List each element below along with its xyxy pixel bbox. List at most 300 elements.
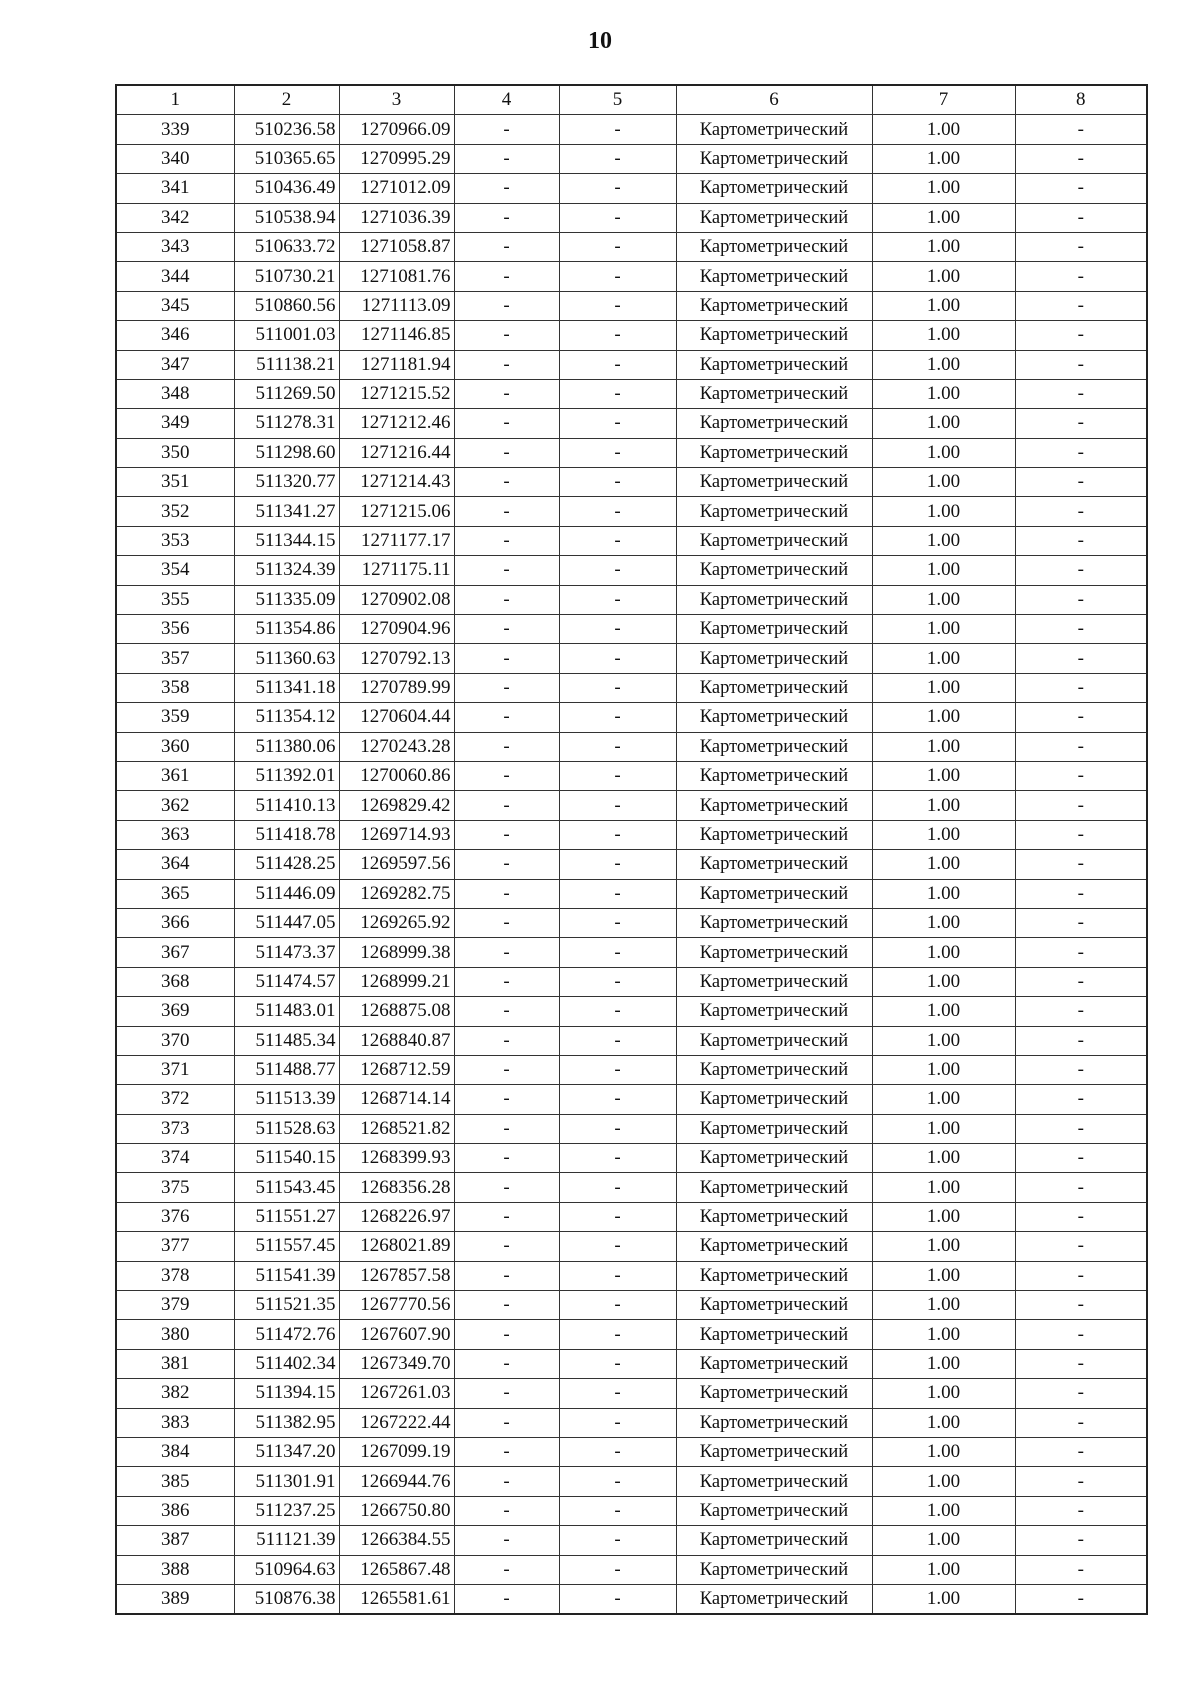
point-number-cell: 340 [116,144,234,173]
accuracy-cell: 1.00 [872,1173,1015,1202]
x-coordinate-cell: 511360.63 [234,644,339,673]
point-number-cell: 358 [116,673,234,702]
y-coordinate-cell: 1269282.75 [339,879,454,908]
table-row [116,1408,1147,1437]
point-number-cell: 364 [116,850,234,879]
column-8-cell: - [1015,1437,1147,1466]
x-coordinate-cell: 510860.56 [234,291,339,320]
table-row [116,262,1147,291]
point-number-cell: 356 [116,615,234,644]
accuracy-cell: 1.00 [872,468,1015,497]
accuracy-cell: 1.00 [872,556,1015,585]
column-4-cell: - [454,232,559,261]
table-row [116,1173,1147,1202]
x-coordinate-cell: 511472.76 [234,1320,339,1349]
column-5-cell: - [559,497,676,526]
table-row [116,291,1147,320]
table-row [116,1232,1147,1261]
method-cell: Картометрический [676,615,872,644]
column-4-cell: - [454,732,559,761]
y-coordinate-cell: 1270902.08 [339,585,454,614]
y-coordinate-cell: 1271113.09 [339,291,454,320]
accuracy-cell: 1.00 [872,350,1015,379]
y-coordinate-cell: 1271177.17 [339,526,454,555]
column-8-cell: - [1015,1144,1147,1173]
point-number-cell: 382 [116,1379,234,1408]
column-4-cell: - [454,1144,559,1173]
column-8-cell: - [1015,497,1147,526]
accuracy-cell: 1.00 [872,1408,1015,1437]
point-number-cell: 375 [116,1173,234,1202]
table-row [116,1437,1147,1466]
x-coordinate-cell: 511402.34 [234,1349,339,1378]
point-number-cell: 373 [116,1114,234,1143]
accuracy-cell: 1.00 [872,1496,1015,1525]
column-8-cell: - [1015,1555,1147,1584]
point-number-cell: 352 [116,497,234,526]
x-coordinate-cell: 511551.27 [234,1202,339,1231]
column-5-cell: - [559,1202,676,1231]
column-5-cell: - [559,1320,676,1349]
x-coordinate-cell: 510236.58 [234,115,339,144]
accuracy-cell: 1.00 [872,1584,1015,1614]
point-number-cell: 363 [116,820,234,849]
method-cell: Картометрический [676,115,872,144]
accuracy-cell: 1.00 [872,1379,1015,1408]
x-coordinate-cell: 511521.35 [234,1291,339,1320]
column-4-cell: - [454,1437,559,1466]
y-coordinate-cell: 1268714.14 [339,1085,454,1114]
column-header: 7 [872,85,1015,115]
accuracy-cell: 1.00 [872,1555,1015,1584]
column-5-cell: - [559,526,676,555]
table-row [116,1320,1147,1349]
column-5-cell: - [559,115,676,144]
method-cell: Картометрический [676,350,872,379]
point-number-cell: 372 [116,1085,234,1114]
accuracy-cell: 1.00 [872,615,1015,644]
x-coordinate-cell: 510730.21 [234,262,339,291]
point-number-cell: 387 [116,1526,234,1555]
method-cell: Картометрический [676,262,872,291]
method-cell: Картометрический [676,1114,872,1143]
x-coordinate-cell: 511428.25 [234,850,339,879]
column-8-cell: - [1015,938,1147,967]
method-cell: Картометрический [676,468,872,497]
y-coordinate-cell: 1271175.11 [339,556,454,585]
column-5-cell: - [559,673,676,702]
y-coordinate-cell: 1269265.92 [339,908,454,937]
column-4-cell: - [454,1379,559,1408]
table-row [116,1291,1147,1320]
coordinates-table [115,84,1148,1615]
table-row [116,115,1147,144]
column-5-cell: - [559,1526,676,1555]
column-8-cell: - [1015,732,1147,761]
column-5-cell: - [559,438,676,467]
table-row [116,732,1147,761]
point-number-cell: 342 [116,203,234,232]
table-row [116,938,1147,967]
x-coordinate-cell: 511485.34 [234,1026,339,1055]
accuracy-cell: 1.00 [872,732,1015,761]
x-coordinate-cell: 511513.39 [234,1085,339,1114]
column-5-cell: - [559,1408,676,1437]
x-coordinate-cell: 511001.03 [234,321,339,350]
column-8-cell: - [1015,967,1147,996]
x-coordinate-cell: 511121.39 [234,1526,339,1555]
method-cell: Картометрический [676,585,872,614]
x-coordinate-cell: 511341.18 [234,673,339,702]
column-8-cell: - [1015,1202,1147,1231]
column-4-cell: - [454,438,559,467]
method-cell: Картометрический [676,1291,872,1320]
column-5-cell: - [559,644,676,673]
method-cell: Картометрический [676,1320,872,1349]
accuracy-cell: 1.00 [872,409,1015,438]
column-4-cell: - [454,703,559,732]
method-cell: Картометрический [676,1085,872,1114]
column-4-cell: - [454,1085,559,1114]
accuracy-cell: 1.00 [872,1202,1015,1231]
method-cell: Картометрический [676,1055,872,1084]
accuracy-cell: 1.00 [872,997,1015,1026]
accuracy-cell: 1.00 [872,673,1015,702]
x-coordinate-cell: 510365.65 [234,144,339,173]
x-coordinate-cell: 511473.37 [234,938,339,967]
column-8-cell: - [1015,1114,1147,1143]
table-row [116,673,1147,702]
x-coordinate-cell: 511278.31 [234,409,339,438]
y-coordinate-cell: 1267099.19 [339,1437,454,1466]
method-cell: Картометрический [676,321,872,350]
point-number-cell: 366 [116,908,234,937]
method-cell: Картометрический [676,1026,872,1055]
y-coordinate-cell: 1270604.44 [339,703,454,732]
column-4-cell: - [454,409,559,438]
column-5-cell: - [559,615,676,644]
x-coordinate-cell: 511298.60 [234,438,339,467]
accuracy-cell: 1.00 [872,321,1015,350]
table-row [116,1496,1147,1525]
point-number-cell: 376 [116,1202,234,1231]
column-8-cell: - [1015,262,1147,291]
point-number-cell: 351 [116,468,234,497]
column-5-cell: - [559,820,676,849]
accuracy-cell: 1.00 [872,1232,1015,1261]
point-number-cell: 374 [116,1144,234,1173]
x-coordinate-cell: 511344.15 [234,526,339,555]
column-5-cell: - [559,1467,676,1496]
y-coordinate-cell: 1270789.99 [339,673,454,702]
table-row [116,644,1147,673]
y-coordinate-cell: 1265867.48 [339,1555,454,1584]
method-cell: Картометрический [676,144,872,173]
column-5-cell: - [559,1555,676,1584]
y-coordinate-cell: 1271181.94 [339,350,454,379]
column-5-cell: - [559,1261,676,1290]
accuracy-cell: 1.00 [872,908,1015,937]
table-row [116,1526,1147,1555]
point-number-cell: 362 [116,791,234,820]
x-coordinate-cell: 511341.27 [234,497,339,526]
x-coordinate-cell: 511269.50 [234,379,339,408]
accuracy-cell: 1.00 [872,1526,1015,1555]
table-row [116,1261,1147,1290]
method-cell: Картометрический [676,673,872,702]
accuracy-cell: 1.00 [872,115,1015,144]
accuracy-cell: 1.00 [872,438,1015,467]
column-header: 1 [116,85,234,115]
column-4-cell: - [454,556,559,585]
method-cell: Картометрический [676,908,872,937]
y-coordinate-cell: 1269714.93 [339,820,454,849]
accuracy-cell: 1.00 [872,820,1015,849]
column-4-cell: - [454,644,559,673]
column-8-cell: - [1015,615,1147,644]
point-number-cell: 341 [116,174,234,203]
table-body [116,115,1147,1614]
column-8-cell: - [1015,321,1147,350]
column-5-cell: - [559,732,676,761]
x-coordinate-cell: 511320.77 [234,468,339,497]
column-4-cell: - [454,1026,559,1055]
column-4-cell: - [454,1555,559,1584]
accuracy-cell: 1.00 [872,1320,1015,1349]
column-4-cell: - [454,1467,559,1496]
y-coordinate-cell: 1267607.90 [339,1320,454,1349]
table-row [116,497,1147,526]
table-row [116,438,1147,467]
accuracy-cell: 1.00 [872,1467,1015,1496]
method-cell: Картометрический [676,1408,872,1437]
column-5-cell: - [559,1496,676,1525]
column-5-cell: - [559,1232,676,1261]
column-header: 6 [676,85,872,115]
method-cell: Картометрический [676,526,872,555]
column-4-cell: - [454,615,559,644]
column-4-cell: - [454,203,559,232]
method-cell: Картометрический [676,1467,872,1496]
y-coordinate-cell: 1267222.44 [339,1408,454,1437]
table-row [116,791,1147,820]
column-8-cell: - [1015,350,1147,379]
method-cell: Картометрический [676,967,872,996]
column-4-cell: - [454,1291,559,1320]
accuracy-cell: 1.00 [872,644,1015,673]
table-row [116,556,1147,585]
y-coordinate-cell: 1268521.82 [339,1114,454,1143]
y-coordinate-cell: 1270904.96 [339,615,454,644]
column-4-cell: - [454,1349,559,1378]
column-4-cell: - [454,1320,559,1349]
method-cell: Картометрический [676,1526,872,1555]
x-coordinate-cell: 511354.12 [234,703,339,732]
x-coordinate-cell: 510876.38 [234,1584,339,1614]
column-4-cell: - [454,262,559,291]
column-4-cell: - [454,1526,559,1555]
column-5-cell: - [559,791,676,820]
x-coordinate-cell: 511380.06 [234,732,339,761]
x-coordinate-cell: 511543.45 [234,1173,339,1202]
y-coordinate-cell: 1266384.55 [339,1526,454,1555]
column-8-cell: - [1015,908,1147,937]
y-coordinate-cell: 1270243.28 [339,732,454,761]
table-row [116,879,1147,908]
column-5-cell: - [559,1349,676,1378]
table-row [116,1379,1147,1408]
method-cell: Картометрический [676,1261,872,1290]
method-cell: Картометрический [676,1584,872,1614]
column-8-cell: - [1015,1026,1147,1055]
x-coordinate-cell: 511418.78 [234,820,339,849]
y-coordinate-cell: 1271216.44 [339,438,454,467]
y-coordinate-cell: 1271215.52 [339,379,454,408]
column-5-cell: - [559,144,676,173]
y-coordinate-cell: 1270995.29 [339,144,454,173]
column-4-cell: - [454,144,559,173]
column-8-cell: - [1015,820,1147,849]
column-5-cell: - [559,1173,676,1202]
table-row [116,820,1147,849]
column-4-cell: - [454,115,559,144]
method-cell: Картометрический [676,820,872,849]
accuracy-cell: 1.00 [872,1291,1015,1320]
column-8-cell: - [1015,291,1147,320]
column-8-cell: - [1015,585,1147,614]
table-row [116,1114,1147,1143]
table-row [116,615,1147,644]
table-row [116,174,1147,203]
point-number-cell: 378 [116,1261,234,1290]
y-coordinate-cell: 1266750.80 [339,1496,454,1525]
accuracy-cell: 1.00 [872,1437,1015,1466]
x-coordinate-cell: 511138.21 [234,350,339,379]
accuracy-cell: 1.00 [872,1261,1015,1290]
column-5-cell: - [559,1584,676,1614]
x-coordinate-cell: 511557.45 [234,1232,339,1261]
table-row [116,850,1147,879]
table-row [116,468,1147,497]
table-row [116,350,1147,379]
column-4-cell: - [454,291,559,320]
column-5-cell: - [559,1055,676,1084]
column-8-cell: - [1015,468,1147,497]
point-number-cell: 344 [116,262,234,291]
accuracy-cell: 1.00 [872,967,1015,996]
column-4-cell: - [454,997,559,1026]
accuracy-cell: 1.00 [872,497,1015,526]
method-cell: Картометрический [676,1555,872,1584]
point-number-cell: 369 [116,997,234,1026]
column-header: 3 [339,85,454,115]
column-4-cell: - [454,908,559,937]
column-8-cell: - [1015,1173,1147,1202]
column-8-cell: - [1015,379,1147,408]
method-cell: Картометрический [676,1437,872,1466]
point-number-cell: 371 [116,1055,234,1084]
method-cell: Картометрический [676,203,872,232]
column-4-cell: - [454,673,559,702]
table-row [116,1555,1147,1584]
x-coordinate-cell: 511301.91 [234,1467,339,1496]
x-coordinate-cell: 511237.25 [234,1496,339,1525]
column-4-cell: - [454,820,559,849]
y-coordinate-cell: 1271214.43 [339,468,454,497]
method-cell: Картометрический [676,379,872,408]
accuracy-cell: 1.00 [872,379,1015,408]
column-5-cell: - [559,174,676,203]
column-8-cell: - [1015,409,1147,438]
y-coordinate-cell: 1271058.87 [339,232,454,261]
method-cell: Картометрический [676,791,872,820]
method-cell: Картометрический [676,644,872,673]
column-4-cell: - [454,761,559,790]
y-coordinate-cell: 1268399.93 [339,1144,454,1173]
column-4-cell: - [454,1261,559,1290]
column-5-cell: - [559,938,676,967]
table-row [116,761,1147,790]
method-cell: Картометрический [676,761,872,790]
column-8-cell: - [1015,232,1147,261]
point-number-cell: 346 [116,321,234,350]
y-coordinate-cell: 1271146.85 [339,321,454,350]
accuracy-cell: 1.00 [872,938,1015,967]
method-cell: Картометрический [676,409,872,438]
x-coordinate-cell: 511394.15 [234,1379,339,1408]
x-coordinate-cell: 511324.39 [234,556,339,585]
method-cell: Картометрический [676,1144,872,1173]
y-coordinate-cell: 1268840.87 [339,1026,454,1055]
column-4-cell: - [454,174,559,203]
x-coordinate-cell: 511382.95 [234,1408,339,1437]
y-coordinate-cell: 1271012.09 [339,174,454,203]
column-5-cell: - [559,379,676,408]
table-row [116,232,1147,261]
point-number-cell: 353 [116,526,234,555]
column-8-cell: - [1015,144,1147,173]
method-cell: Картометрический [676,291,872,320]
method-cell: Картометрический [676,879,872,908]
y-coordinate-cell: 1271036.39 [339,203,454,232]
column-4-cell: - [454,850,559,879]
y-coordinate-cell: 1270792.13 [339,644,454,673]
table-row [116,1026,1147,1055]
accuracy-cell: 1.00 [872,1085,1015,1114]
column-8-cell: - [1015,1232,1147,1261]
column-8-cell: - [1015,644,1147,673]
point-number-cell: 386 [116,1496,234,1525]
accuracy-cell: 1.00 [872,1349,1015,1378]
table-row [116,526,1147,555]
table-row [116,203,1147,232]
column-4-cell: - [454,379,559,408]
point-number-cell: 359 [116,703,234,732]
table-row [116,1202,1147,1231]
column-4-cell: - [454,1496,559,1525]
column-8-cell: - [1015,1526,1147,1555]
point-number-cell: 379 [116,1291,234,1320]
x-coordinate-cell: 511410.13 [234,791,339,820]
column-5-cell: - [559,761,676,790]
point-number-cell: 349 [116,409,234,438]
method-cell: Картометрический [676,1173,872,1202]
method-cell: Картометрический [676,997,872,1026]
point-number-cell: 350 [116,438,234,467]
accuracy-cell: 1.00 [872,1114,1015,1143]
x-coordinate-cell: 511474.57 [234,967,339,996]
column-5-cell: - [559,232,676,261]
